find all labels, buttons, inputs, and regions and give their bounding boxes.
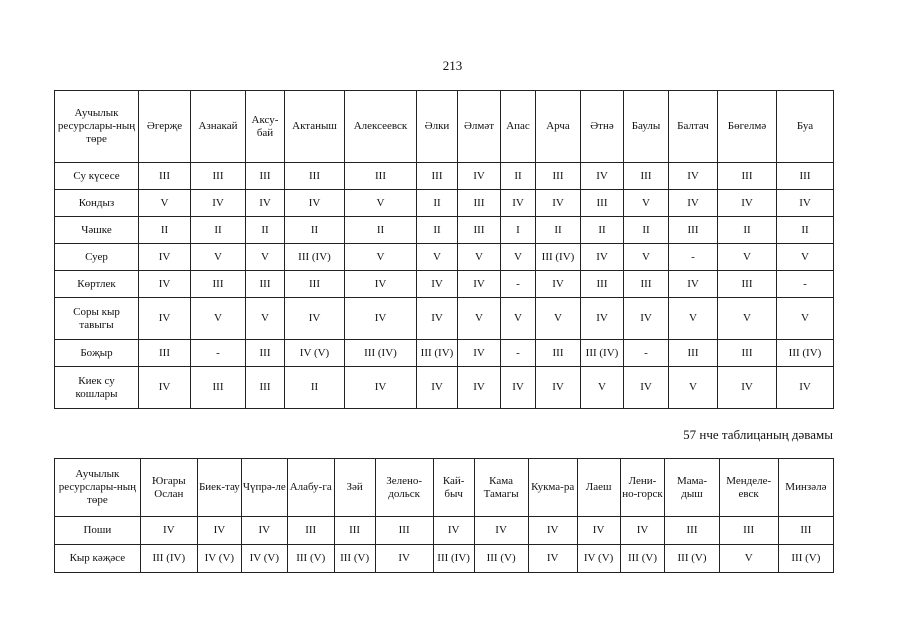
table-cell: IV	[345, 367, 417, 409]
table-cell: IV	[581, 163, 624, 190]
table-cell: V	[139, 190, 191, 217]
table-cell: III (IV)	[536, 244, 581, 271]
table-row	[55, 163, 834, 190]
table-cell: III	[139, 163, 191, 190]
column-header-district: Әлки	[417, 91, 458, 163]
page-number: 213	[442, 58, 463, 73]
table-row	[55, 271, 834, 298]
table-cell: III (V)	[287, 545, 334, 573]
table-cell: IV	[474, 517, 528, 545]
table-cell: IV	[433, 517, 474, 545]
column-header-resource-type: Аучылык ресурслары-ның төре	[55, 91, 139, 163]
table-cell: III (IV)	[777, 340, 834, 367]
table-cell: III	[777, 163, 834, 190]
table-cell: III (V)	[334, 545, 375, 573]
column-header-district: Кай-быч	[433, 459, 474, 517]
table-cell: V	[536, 298, 581, 340]
table-cell: II	[285, 217, 345, 244]
table-cell: III	[191, 271, 246, 298]
row-label: Киек су кошлары	[55, 367, 139, 409]
table-cell: III (IV)	[140, 545, 197, 573]
table-cell: V	[458, 244, 501, 271]
table-cell: III	[581, 190, 624, 217]
table-cell: III	[669, 340, 718, 367]
table-cell: III	[778, 517, 833, 545]
column-header-district: Алабу-га	[287, 459, 334, 517]
table-cell: IV	[669, 271, 718, 298]
table-cell: III	[246, 340, 285, 367]
table-cell: IV (V)	[285, 340, 345, 367]
column-header-district: Кама Тамагы	[474, 459, 528, 517]
table-cell: V	[345, 244, 417, 271]
table-cell: IV	[536, 271, 581, 298]
row-label: Суер	[55, 244, 139, 271]
table-cell: V	[624, 244, 669, 271]
column-header-district: Бөгелмә	[718, 91, 777, 163]
row-label: Көртлек	[55, 271, 139, 298]
table-cell: -	[669, 244, 718, 271]
table-cell: II	[191, 217, 246, 244]
table-cell: III (V)	[474, 545, 528, 573]
hunting-resources-table-1	[54, 90, 834, 409]
header-row	[55, 459, 834, 517]
row-label: Кондыз	[55, 190, 139, 217]
table-cell: III (V)	[620, 545, 665, 573]
column-header-district: Менделе-евск	[719, 459, 778, 517]
table-cell: V	[501, 298, 536, 340]
table-cell: V	[501, 244, 536, 271]
row-label: Боҗыр	[55, 340, 139, 367]
table-cell: IV	[528, 545, 577, 573]
table-cell: II	[246, 217, 285, 244]
table-cell: III	[458, 217, 501, 244]
table-cell: IV	[197, 517, 241, 545]
table-cell: IV	[140, 517, 197, 545]
table-cell: II	[417, 190, 458, 217]
table-cell: III (IV)	[285, 244, 345, 271]
table-cell: III (IV)	[345, 340, 417, 367]
table-cell: III	[191, 163, 246, 190]
table-cell: IV	[417, 271, 458, 298]
column-header-district: Балтач	[669, 91, 718, 163]
table-cell: -	[777, 271, 834, 298]
table-cell: III	[345, 163, 417, 190]
table-cell: III	[246, 271, 285, 298]
table-cell: V	[417, 244, 458, 271]
table-cell: III	[417, 163, 458, 190]
table-cell: III	[458, 190, 501, 217]
table-cell: -	[624, 340, 669, 367]
column-header-district: Апас	[501, 91, 536, 163]
table-cell: V	[718, 244, 777, 271]
table-cell: IV	[718, 190, 777, 217]
table-cell: IV	[669, 163, 718, 190]
table-cell: IV	[458, 271, 501, 298]
table-continuation-caption: 57 нче таблицаның дәвамы	[683, 427, 833, 442]
table-cell: IV	[581, 298, 624, 340]
table-cell: IV	[246, 190, 285, 217]
table-cell: IV	[624, 298, 669, 340]
table-cell: III	[665, 517, 719, 545]
table-cell: IV	[417, 298, 458, 340]
table-cell: IV	[777, 367, 834, 409]
table-cell: II	[777, 217, 834, 244]
table-cell: IV	[669, 190, 718, 217]
table-row	[55, 244, 834, 271]
column-header-district: Әгерҗе	[139, 91, 191, 163]
table-cell: II	[624, 217, 669, 244]
table-cell: IV	[139, 367, 191, 409]
table-cell: III (V)	[778, 545, 833, 573]
table-cell: III (V)	[665, 545, 719, 573]
table-cell: IV	[458, 340, 501, 367]
table-cell: III	[139, 340, 191, 367]
column-header-district: Биек-тау	[197, 459, 241, 517]
table-cell: IV	[624, 367, 669, 409]
table-cell: IV	[536, 367, 581, 409]
table-row	[55, 340, 834, 367]
table-row	[55, 545, 834, 573]
table-cell: V	[718, 298, 777, 340]
table-cell: V	[777, 244, 834, 271]
column-header-district: Азнакай	[191, 91, 246, 163]
table-cell: V	[581, 367, 624, 409]
column-header-district: Актаныш	[285, 91, 345, 163]
table-cell: V	[624, 190, 669, 217]
column-header-district: Әтнә	[581, 91, 624, 163]
table-cell: IV	[139, 244, 191, 271]
table-cell: -	[501, 340, 536, 367]
table-cell: II	[417, 217, 458, 244]
table-cell: V	[777, 298, 834, 340]
column-header-district: Югары Ослан	[140, 459, 197, 517]
table-cell: V	[345, 190, 417, 217]
table-cell: II	[285, 367, 345, 409]
table-cell: IV	[241, 517, 287, 545]
table-cell: I	[501, 217, 536, 244]
row-label: Поши	[55, 517, 141, 545]
table-cell: III	[536, 340, 581, 367]
table-cell: IV (V)	[577, 545, 620, 573]
table-cell: IV	[718, 367, 777, 409]
table-cell: IV	[501, 367, 536, 409]
table-cell: V	[458, 298, 501, 340]
table-cell: IV	[620, 517, 665, 545]
table-cell: IV	[375, 545, 433, 573]
table-cell: III	[375, 517, 433, 545]
table-cell: V	[669, 298, 718, 340]
row-label: Соры кыр тавыгы	[55, 298, 139, 340]
table-cell: II	[139, 217, 191, 244]
table-cell: IV (V)	[241, 545, 287, 573]
table-cell: IV	[139, 271, 191, 298]
table-row	[55, 517, 834, 545]
table-cell: III	[718, 340, 777, 367]
table-cell: III (IV)	[433, 545, 474, 573]
table-cell: -	[191, 340, 246, 367]
column-header-district: Алексеевск	[345, 91, 417, 163]
table-cell: III	[191, 367, 246, 409]
column-header-district: Аксу-бай	[246, 91, 285, 163]
table-cell: IV (V)	[197, 545, 241, 573]
table-row	[55, 190, 834, 217]
column-header-district: Лаеш	[577, 459, 620, 517]
table-cell: IV	[345, 271, 417, 298]
table-cell: II	[581, 217, 624, 244]
table-cell: V	[191, 298, 246, 340]
table-cell: II	[536, 217, 581, 244]
row-label: Кыр кәҗәсе	[55, 545, 141, 573]
table-cell: IV	[285, 190, 345, 217]
table-row	[55, 298, 834, 340]
column-header-district: Әлмәт	[458, 91, 501, 163]
row-label: Су күсесе	[55, 163, 139, 190]
table-cell: III	[719, 517, 778, 545]
table-cell: IV	[191, 190, 246, 217]
header-row	[55, 91, 834, 163]
table-cell: III	[581, 271, 624, 298]
table-cell: IV	[139, 298, 191, 340]
row-label: Чәшке	[55, 217, 139, 244]
table-cell: IV	[417, 367, 458, 409]
table-cell: IV	[577, 517, 620, 545]
table-cell: IV	[345, 298, 417, 340]
table-cell: IV	[285, 298, 345, 340]
table-cell: III	[246, 367, 285, 409]
table-row	[55, 367, 834, 409]
table-cell: V	[246, 244, 285, 271]
table-cell: II	[718, 217, 777, 244]
table-cell: III	[624, 271, 669, 298]
column-header-district: Баулы	[624, 91, 669, 163]
table-cell: IV	[501, 190, 536, 217]
table-cell: III (IV)	[417, 340, 458, 367]
column-header-district: Лени-но-горск	[620, 459, 665, 517]
table-cell: II	[345, 217, 417, 244]
hunting-resources-table-2	[54, 458, 834, 573]
table-cell: IV	[536, 190, 581, 217]
table-cell: III	[246, 163, 285, 190]
column-header-district: Буа	[777, 91, 834, 163]
table-cell: II	[501, 163, 536, 190]
column-header-district: Зәй	[334, 459, 375, 517]
table-cell: III	[718, 271, 777, 298]
table-cell: III	[718, 163, 777, 190]
table-row	[55, 217, 834, 244]
table-cell: III	[334, 517, 375, 545]
table-cell: III	[285, 163, 345, 190]
column-header-district: Чүпрә-ле	[241, 459, 287, 517]
table-cell: IV	[528, 517, 577, 545]
table-cell: III	[536, 163, 581, 190]
table-cell: V	[191, 244, 246, 271]
table-cell: III (IV)	[581, 340, 624, 367]
column-header-district: Арча	[536, 91, 581, 163]
table-cell: V	[669, 367, 718, 409]
table-cell: IV	[458, 163, 501, 190]
table-cell: V	[719, 545, 778, 573]
column-header-district: Кукма-ра	[528, 459, 577, 517]
table-cell: -	[501, 271, 536, 298]
column-header-district: Минзәлә	[778, 459, 833, 517]
table-cell: V	[246, 298, 285, 340]
table-cell: III	[669, 217, 718, 244]
column-header-district: Зелено-дольск	[375, 459, 433, 517]
table-cell: IV	[777, 190, 834, 217]
table-cell: III	[285, 271, 345, 298]
table-cell: IV	[458, 367, 501, 409]
table-cell: III	[287, 517, 334, 545]
column-header-resource-type: Аучылык ресурслары-ның төре	[55, 459, 141, 517]
table-cell: IV	[581, 244, 624, 271]
table-cell: III	[624, 163, 669, 190]
column-header-district: Мама-дыш	[665, 459, 719, 517]
